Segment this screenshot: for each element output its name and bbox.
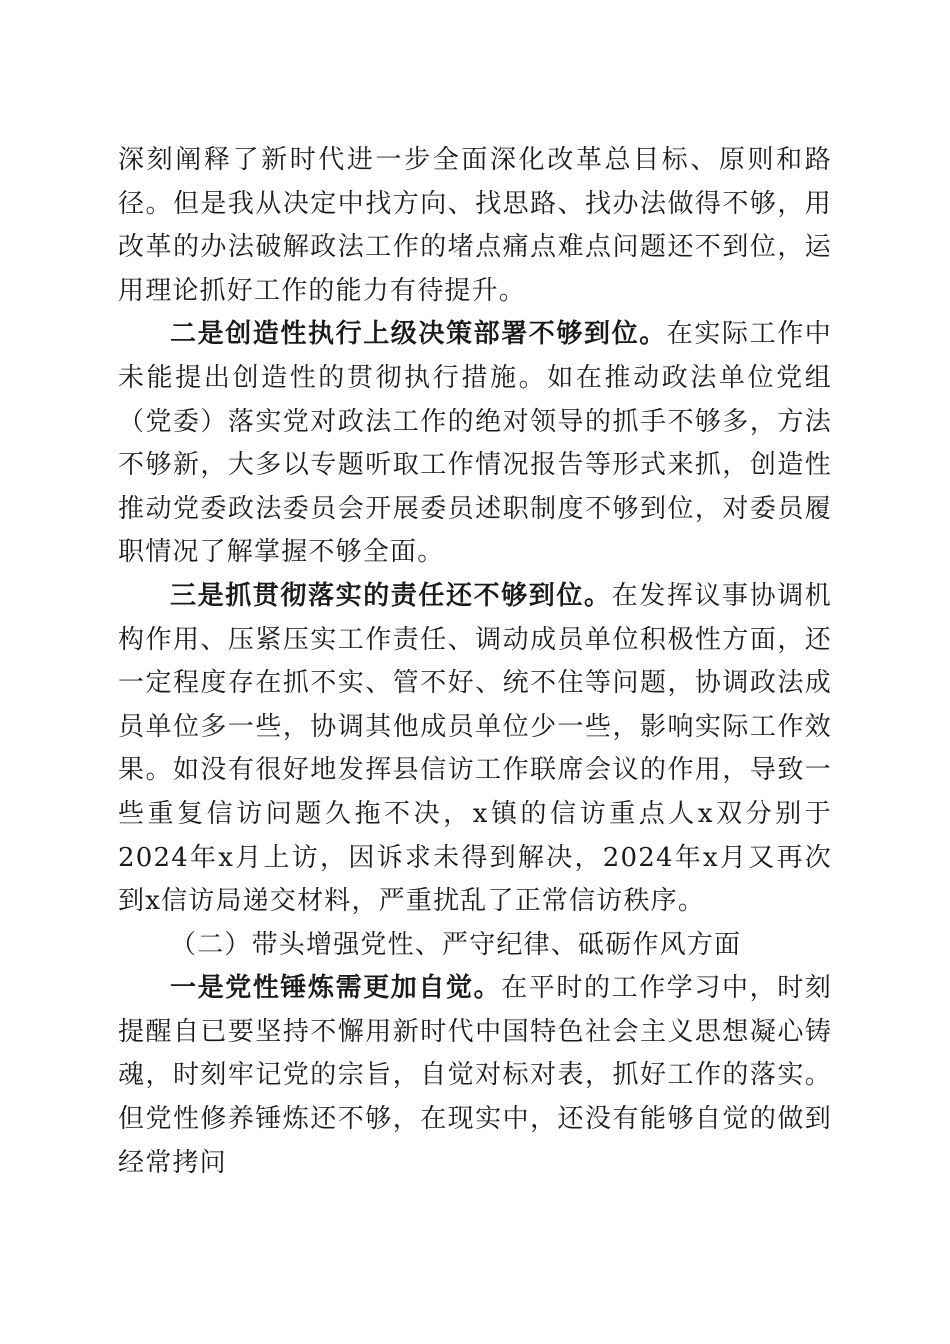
paragraph-text: 在平时的工作学习中，时刻提醒自已要坚持不懈用新时代中国特色社会主义思想凝心铸魂，时刻牢记党的宗旨，自觉对标对表，抓好工作的落实。但党性修养锤炼还不够，在现实中，还没有能够自觉的做到经常拷问 — [118, 973, 832, 1178]
paragraph-lead: 二是创造性执行上级决策部署不够到位。 — [170, 319, 667, 350]
paragraph-text: 深刻阐释了新时代进一步全面深化改革总目标、原则和路径。但是我从决定中找方向、找思路、找办法做得不够，用改革的办法破解政法工作的堵点痛点难点问题还不到位，运用理论抓好工作的能力有待提升。 — [118, 145, 832, 306]
paragraph-point-three — [118, 575, 832, 924]
paragraph-lead: 一是党性锤炼需更加自觉。 — [170, 973, 502, 1004]
paragraph-text: 在实际工作中未能提出创造性的贯彻执行措施。如在推动政法单位党组（党委）落实党对政法工作的绝对领导的抓手不够多，方法不够新，大多以专题听取工作情况报告等形式来抓，创造性推动党委政法委员会开展委员述职制度不够到位，对委员履职情况了解掌握不够全面。 — [118, 319, 832, 568]
section-heading: （二）带头增强党性、严守纪律、砥砺作风方面 — [170, 929, 742, 960]
document-body — [118, 139, 832, 1185]
paragraph-point-one — [118, 967, 832, 1185]
paragraph-point-two — [118, 313, 832, 575]
paragraph-continued — [118, 139, 832, 313]
paragraph-lead: 三是抓贯彻落实的责任还不够到位。 — [170, 580, 612, 611]
paragraph-text: 在发挥议事协调机构作用、压紧压实工作责任、调动成员单位积极性方面，还一定程度存在抓不实、管不好、统不住等问题，协调政法成员单位多一些，协调其他成员单位少一些，影响实际工作效果。如没有很好地发挥县信访工作联席会议的作用，导致一些重复信访问题久拖不决，x镇的信访重点人x双分别于2024年x月上访，因诉求未得到解决，2024年x月又再次到x信访局递交材料，严重扰乱了正常信访秩序。 — [118, 580, 832, 917]
